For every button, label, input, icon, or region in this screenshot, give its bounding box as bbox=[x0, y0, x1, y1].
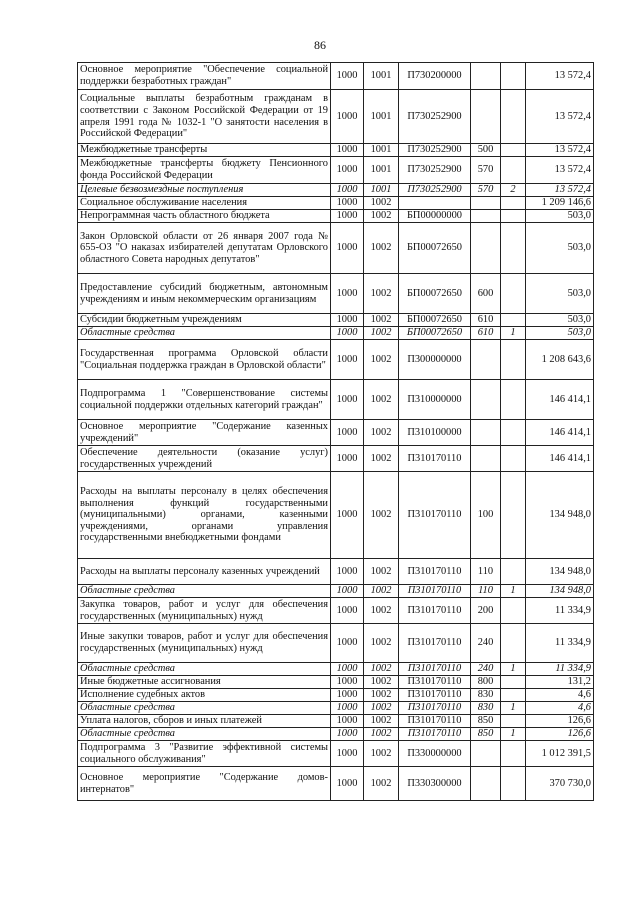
section-code-cell: 1000 bbox=[331, 598, 364, 624]
expense-type-cell: 500 bbox=[471, 144, 501, 157]
subsection-code-cell: 1002 bbox=[364, 327, 399, 340]
target-article-cell: П330000000 bbox=[399, 741, 471, 767]
target-article-cell: П330300000 bbox=[399, 767, 471, 801]
expense-type-cell: 850 bbox=[471, 728, 501, 741]
expense-type-cell: 240 bbox=[471, 624, 501, 663]
subsection-code-cell: 1002 bbox=[364, 340, 399, 380]
section-code-cell: 1000 bbox=[331, 624, 364, 663]
target-article-cell: П310170110 bbox=[399, 472, 471, 559]
table-row bbox=[78, 314, 594, 327]
section-code-cell: 1000 bbox=[331, 197, 364, 210]
amount-cell: 131,2 bbox=[526, 676, 594, 689]
expense-name-cell: Закон Орловской области от 26 января 2007 года № 655-ОЗ "О наказах избирателей депутатам Орловского областного Совета народных депутатов" bbox=[78, 223, 331, 274]
table-row bbox=[78, 689, 594, 702]
funding-source-cell bbox=[501, 420, 526, 446]
expense-type-cell: 830 bbox=[471, 689, 501, 702]
funding-source-cell bbox=[501, 598, 526, 624]
subsection-code-cell: 1002 bbox=[364, 472, 399, 559]
amount-cell: 146 414,1 bbox=[526, 380, 594, 420]
section-code-cell: 1000 bbox=[331, 702, 364, 715]
expense-name-cell: Областные средства bbox=[78, 663, 331, 676]
expense-name-cell: Социальные выплаты безработным гражданам в соответствии с Законом Российской Федерации от 19 апреля 1991 года № 1032-1 "О занятости населения в Российской Федерации" bbox=[78, 90, 331, 144]
budget-table-body bbox=[78, 63, 594, 801]
expense-type-cell: 100 bbox=[471, 472, 501, 559]
funding-source-cell bbox=[501, 223, 526, 274]
table-row bbox=[78, 63, 594, 90]
funding-source-cell bbox=[501, 90, 526, 144]
section-code-cell: 1000 bbox=[331, 420, 364, 446]
table-row bbox=[78, 197, 594, 210]
funding-source-cell bbox=[501, 676, 526, 689]
funding-source-cell: 1 bbox=[501, 702, 526, 715]
funding-source-cell bbox=[501, 210, 526, 223]
amount-cell: 146 414,1 bbox=[526, 420, 594, 446]
funding-source-cell bbox=[501, 274, 526, 314]
target-article-cell bbox=[399, 197, 471, 210]
subsection-code-cell: 1002 bbox=[364, 767, 399, 801]
amount-cell: 134 948,0 bbox=[526, 472, 594, 559]
subsection-code-cell: 1002 bbox=[364, 314, 399, 327]
target-article-cell: П730252900 bbox=[399, 90, 471, 144]
section-code-cell: 1000 bbox=[331, 728, 364, 741]
expense-type-cell: 570 bbox=[471, 184, 501, 197]
amount-cell: 13 572,4 bbox=[526, 144, 594, 157]
section-code-cell: 1000 bbox=[331, 741, 364, 767]
amount-cell: 503,0 bbox=[526, 327, 594, 340]
target-article-cell: П310170110 bbox=[399, 728, 471, 741]
target-article-cell: П310170110 bbox=[399, 559, 471, 585]
funding-source-cell bbox=[501, 340, 526, 380]
table-row bbox=[78, 380, 594, 420]
amount-cell: 503,0 bbox=[526, 274, 594, 314]
section-code-cell: 1000 bbox=[331, 157, 364, 184]
expense-type-cell: 610 bbox=[471, 327, 501, 340]
table-row bbox=[78, 274, 594, 314]
table-row bbox=[78, 157, 594, 184]
funding-source-cell bbox=[501, 380, 526, 420]
subsection-code-cell: 1002 bbox=[364, 197, 399, 210]
expense-type-cell: 200 bbox=[471, 598, 501, 624]
expense-name-cell: Исполнение судебных актов bbox=[78, 689, 331, 702]
target-article-cell: П310170110 bbox=[399, 689, 471, 702]
funding-source-cell: 1 bbox=[501, 327, 526, 340]
target-article-cell: П730200000 bbox=[399, 63, 471, 90]
amount-cell: 4,6 bbox=[526, 689, 594, 702]
subsection-code-cell: 1002 bbox=[364, 741, 399, 767]
section-code-cell: 1000 bbox=[331, 63, 364, 90]
funding-source-cell: 1 bbox=[501, 585, 526, 598]
expense-type-cell: 110 bbox=[471, 585, 501, 598]
amount-cell: 13 572,4 bbox=[526, 184, 594, 197]
expense-name-cell: Предоставление субсидий бюджетным, автономным учреждениям и иным некоммерческим организациям bbox=[78, 274, 331, 314]
subsection-code-cell: 1002 bbox=[364, 223, 399, 274]
table-row bbox=[78, 223, 594, 274]
amount-cell: 146 414,1 bbox=[526, 446, 594, 472]
expense-type-cell bbox=[471, 340, 501, 380]
amount-cell: 1 012 391,5 bbox=[526, 741, 594, 767]
table-row bbox=[78, 624, 594, 663]
subsection-code-cell: 1002 bbox=[364, 585, 399, 598]
subsection-code-cell: 1002 bbox=[364, 598, 399, 624]
funding-source-cell bbox=[501, 624, 526, 663]
target-article-cell: БП00072650 bbox=[399, 223, 471, 274]
section-code-cell: 1000 bbox=[331, 223, 364, 274]
budget-table bbox=[77, 62, 594, 801]
subsection-code-cell: 1002 bbox=[364, 663, 399, 676]
expense-type-cell: 830 bbox=[471, 702, 501, 715]
expense-type-cell bbox=[471, 63, 501, 90]
expense-type-cell: 110 bbox=[471, 559, 501, 585]
subsection-code-cell: 1002 bbox=[364, 420, 399, 446]
table-row bbox=[78, 728, 594, 741]
expense-type-cell: 570 bbox=[471, 157, 501, 184]
funding-source-cell: 1 bbox=[501, 663, 526, 676]
subsection-code-cell: 1002 bbox=[364, 702, 399, 715]
expense-name-cell: Основное мероприятие "Содержание домов-интернатов" bbox=[78, 767, 331, 801]
target-article-cell: П310170110 bbox=[399, 585, 471, 598]
amount-cell: 1 208 643,6 bbox=[526, 340, 594, 380]
expense-name-cell: Государственная программа Орловской области "Социальная поддержка граждан в Орловской области" bbox=[78, 340, 331, 380]
amount-cell: 1 209 146,6 bbox=[526, 197, 594, 210]
expense-type-cell bbox=[471, 197, 501, 210]
target-article-cell: П310100000 bbox=[399, 420, 471, 446]
expense-type-cell bbox=[471, 446, 501, 472]
expense-type-cell: 800 bbox=[471, 676, 501, 689]
expense-name-cell: Межбюджетные трансферты бюджету Пенсионного фонда Российской Федерации bbox=[78, 157, 331, 184]
expense-name-cell: Основное мероприятие "Обеспечение социальной поддержки безработных граждан" bbox=[78, 63, 331, 90]
section-code-cell: 1000 bbox=[331, 446, 364, 472]
expense-type-cell: 610 bbox=[471, 314, 501, 327]
table-row bbox=[78, 585, 594, 598]
subsection-code-cell: 1002 bbox=[364, 559, 399, 585]
expense-type-cell: 850 bbox=[471, 715, 501, 728]
target-article-cell: БП00072650 bbox=[399, 327, 471, 340]
table-row bbox=[78, 472, 594, 559]
expense-type-cell bbox=[471, 90, 501, 144]
table-row bbox=[78, 676, 594, 689]
funding-source-cell bbox=[501, 197, 526, 210]
amount-cell: 13 572,4 bbox=[526, 90, 594, 144]
table-row bbox=[78, 446, 594, 472]
subsection-code-cell: 1002 bbox=[364, 274, 399, 314]
subsection-code-cell: 1002 bbox=[364, 676, 399, 689]
expense-type-cell bbox=[471, 223, 501, 274]
target-article-cell: П300000000 bbox=[399, 340, 471, 380]
subsection-code-cell: 1002 bbox=[364, 715, 399, 728]
subsection-code-cell: 1002 bbox=[364, 446, 399, 472]
section-code-cell: 1000 bbox=[331, 676, 364, 689]
target-article-cell: БП00072650 bbox=[399, 314, 471, 327]
amount-cell: 13 572,4 bbox=[526, 63, 594, 90]
table-row bbox=[78, 559, 594, 585]
target-article-cell: П730252900 bbox=[399, 157, 471, 184]
section-code-cell: 1000 bbox=[331, 184, 364, 197]
expense-name-cell: Непрограммная часть областного бюджета bbox=[78, 210, 331, 223]
section-code-cell: 1000 bbox=[331, 144, 364, 157]
funding-source-cell bbox=[501, 63, 526, 90]
target-article-cell: БП00072650 bbox=[399, 274, 471, 314]
section-code-cell: 1000 bbox=[331, 663, 364, 676]
expense-name-cell: Закупка товаров, работ и услуг для обеспечения государственных (муниципальных) нужд bbox=[78, 598, 331, 624]
expense-name-cell: Расходы на выплаты персоналу в целях обеспечения выполнения функций государственными (муниципальными) органами, казенными учреждениями, органами управления государственными внебюджетными фондами bbox=[78, 472, 331, 559]
expense-type-cell bbox=[471, 741, 501, 767]
expense-type-cell: 600 bbox=[471, 274, 501, 314]
funding-source-cell bbox=[501, 144, 526, 157]
section-code-cell: 1000 bbox=[331, 274, 364, 314]
page-number: 86 bbox=[314, 38, 326, 52]
amount-cell: 11 334,9 bbox=[526, 624, 594, 663]
target-article-cell: П310170110 bbox=[399, 715, 471, 728]
target-article-cell: П310170110 bbox=[399, 624, 471, 663]
funding-source-cell: 2 bbox=[501, 184, 526, 197]
amount-cell: 503,0 bbox=[526, 210, 594, 223]
amount-cell: 503,0 bbox=[526, 314, 594, 327]
table-row bbox=[78, 663, 594, 676]
subsection-code-cell: 1002 bbox=[364, 689, 399, 702]
table-row bbox=[78, 702, 594, 715]
amount-cell: 11 334,9 bbox=[526, 663, 594, 676]
table-row bbox=[78, 420, 594, 446]
expense-type-cell bbox=[471, 420, 501, 446]
subsection-code-cell: 1002 bbox=[364, 380, 399, 420]
section-code-cell: 1000 bbox=[331, 314, 364, 327]
amount-cell: 126,6 bbox=[526, 728, 594, 741]
expense-name-cell: Целевые безвозмездные поступления bbox=[78, 184, 331, 197]
funding-source-cell bbox=[501, 689, 526, 702]
funding-source-cell bbox=[501, 767, 526, 801]
subsection-code-cell: 1001 bbox=[364, 90, 399, 144]
target-article-cell: П310170110 bbox=[399, 663, 471, 676]
funding-source-cell: 1 bbox=[501, 728, 526, 741]
subsection-code-cell: 1001 bbox=[364, 157, 399, 184]
amount-cell: 4,6 bbox=[526, 702, 594, 715]
funding-source-cell bbox=[501, 715, 526, 728]
funding-source-cell bbox=[501, 559, 526, 585]
funding-source-cell bbox=[501, 314, 526, 327]
section-code-cell: 1000 bbox=[331, 380, 364, 420]
target-article-cell: П310170110 bbox=[399, 676, 471, 689]
section-code-cell: 1000 bbox=[331, 585, 364, 598]
expense-name-cell: Субсидии бюджетным учреждениям bbox=[78, 314, 331, 327]
funding-source-cell bbox=[501, 157, 526, 184]
section-code-cell: 1000 bbox=[331, 689, 364, 702]
expense-type-cell: 240 bbox=[471, 663, 501, 676]
expense-name-cell: Социальное обслуживание населения bbox=[78, 197, 331, 210]
expense-name-cell: Областные средства bbox=[78, 702, 331, 715]
expense-name-cell: Областные средства bbox=[78, 585, 331, 598]
table-row bbox=[78, 184, 594, 197]
amount-cell: 503,0 bbox=[526, 223, 594, 274]
table-row bbox=[78, 741, 594, 767]
expense-name-cell: Уплата налогов, сборов и иных платежей bbox=[78, 715, 331, 728]
subsection-code-cell: 1002 bbox=[364, 624, 399, 663]
table-row bbox=[78, 715, 594, 728]
table-row bbox=[78, 90, 594, 144]
subsection-code-cell: 1001 bbox=[364, 184, 399, 197]
amount-cell: 126,6 bbox=[526, 715, 594, 728]
expense-name-cell: Областные средства bbox=[78, 728, 331, 741]
target-article-cell: БП00000000 bbox=[399, 210, 471, 223]
amount-cell: 13 572,4 bbox=[526, 157, 594, 184]
table-row bbox=[78, 340, 594, 380]
subsection-code-cell: 1002 bbox=[364, 210, 399, 223]
expense-name-cell: Подпрограмма 3 "Развитие эффективной системы социального обслуживания" bbox=[78, 741, 331, 767]
subsection-code-cell: 1001 bbox=[364, 63, 399, 90]
expense-name-cell: Иные бюджетные ассигнования bbox=[78, 676, 331, 689]
expense-type-cell bbox=[471, 210, 501, 223]
expense-name-cell: Подпрограмма 1 "Совершенствование системы социальной поддержки отдельных категорий граждан" bbox=[78, 380, 331, 420]
section-code-cell: 1000 bbox=[331, 715, 364, 728]
expense-name-cell: Межбюджетные трансферты bbox=[78, 144, 331, 157]
expense-name-cell: Расходы на выплаты персоналу казенных учреждений bbox=[78, 559, 331, 585]
subsection-code-cell: 1002 bbox=[364, 728, 399, 741]
section-code-cell: 1000 bbox=[331, 90, 364, 144]
section-code-cell: 1000 bbox=[331, 559, 364, 585]
funding-source-cell bbox=[501, 741, 526, 767]
section-code-cell: 1000 bbox=[331, 210, 364, 223]
subsection-code-cell: 1001 bbox=[364, 144, 399, 157]
section-code-cell: 1000 bbox=[331, 327, 364, 340]
target-article-cell: П310170110 bbox=[399, 446, 471, 472]
amount-cell: 134 948,0 bbox=[526, 585, 594, 598]
table-row bbox=[78, 210, 594, 223]
section-code-cell: 1000 bbox=[331, 472, 364, 559]
table-row bbox=[78, 144, 594, 157]
funding-source-cell bbox=[501, 472, 526, 559]
target-article-cell: П310170110 bbox=[399, 598, 471, 624]
expense-type-cell bbox=[471, 767, 501, 801]
target-article-cell: П730252900 bbox=[399, 184, 471, 197]
target-article-cell: П730252900 bbox=[399, 144, 471, 157]
amount-cell: 134 948,0 bbox=[526, 559, 594, 585]
expense-name-cell: Основное мероприятие "Содержание казенных учреждений" bbox=[78, 420, 331, 446]
target-article-cell: П310000000 bbox=[399, 380, 471, 420]
expense-type-cell bbox=[471, 380, 501, 420]
funding-source-cell bbox=[501, 446, 526, 472]
table-row bbox=[78, 767, 594, 801]
table-row bbox=[78, 327, 594, 340]
table-row bbox=[78, 598, 594, 624]
expense-name-cell: Областные средства bbox=[78, 327, 331, 340]
section-code-cell: 1000 bbox=[331, 767, 364, 801]
target-article-cell: П310170110 bbox=[399, 702, 471, 715]
expense-name-cell: Иные закупки товаров, работ и услуг для обеспечения государственных (муниципальных) нужд bbox=[78, 624, 331, 663]
expense-name-cell: Обеспечение деятельности (оказание услуг) государственных учреждений bbox=[78, 446, 331, 472]
amount-cell: 11 334,9 bbox=[526, 598, 594, 624]
section-code-cell: 1000 bbox=[331, 340, 364, 380]
amount-cell: 370 730,0 bbox=[526, 767, 594, 801]
